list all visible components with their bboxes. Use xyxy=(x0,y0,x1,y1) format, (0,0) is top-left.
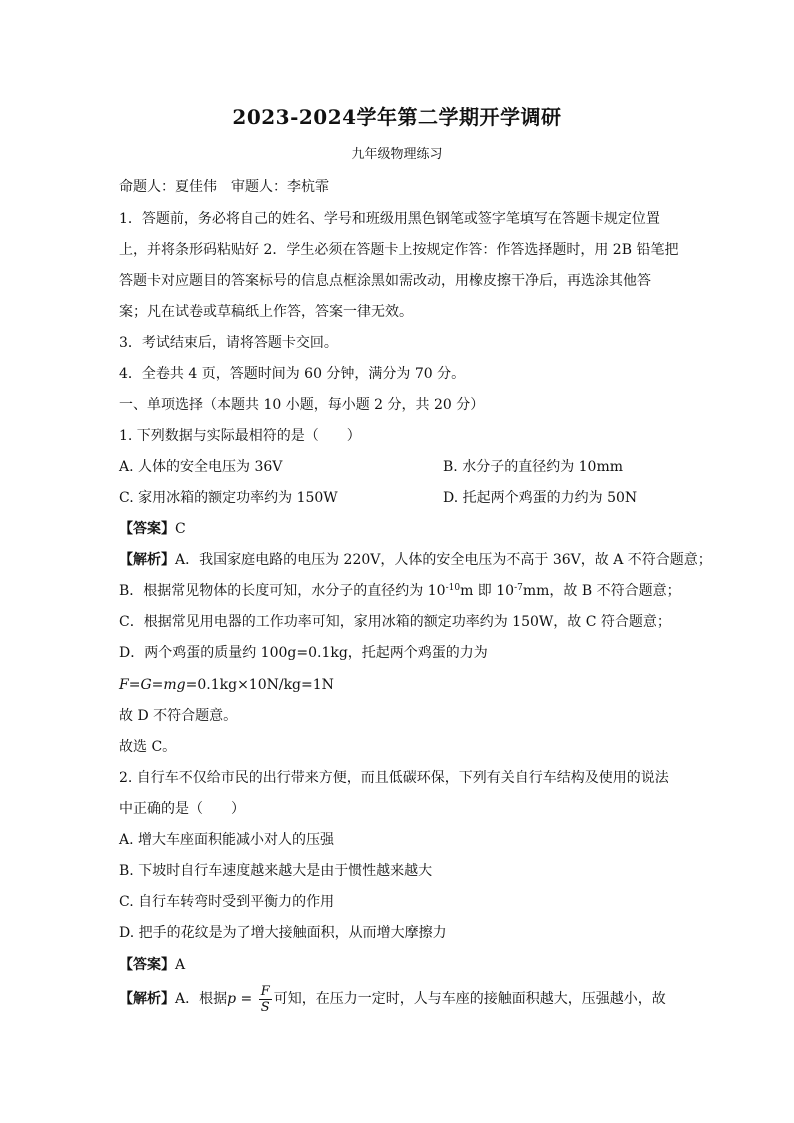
analysis-tag: 【解析】 xyxy=(119,552,175,568)
question-2-analysis-line-1 xyxy=(119,982,666,1016)
formula-rest: =0.1kg×10N/kg=1N xyxy=(185,677,334,693)
page-title: 2023-2024学年第二学期开学调研 xyxy=(232,105,562,129)
question-2-stem-line-2: 中正确的是（ ） xyxy=(119,801,245,817)
formula-var: F xyxy=(119,677,129,693)
answer-value: A xyxy=(175,957,186,973)
answer-tag: 【答案】 xyxy=(119,521,175,537)
question-1-analysis-line-2 xyxy=(119,582,681,600)
question-2-option-b: B. 下坡时自行车速度越来越大是由于惯性越来越大 xyxy=(119,863,433,879)
instruction-1-line-4: 案；凡在试卷或草稿纸上作答，答案一律无效。 xyxy=(119,304,413,320)
formula-op: = xyxy=(128,677,141,693)
question-1-option-b: B. 水分子的直径约为 10mm xyxy=(443,459,624,475)
question-1-answer xyxy=(119,520,186,538)
question-1-conclusion: 故选 C。 xyxy=(119,739,177,755)
question-2-answer xyxy=(119,956,185,974)
instruction-3: 3．考试结束后，请将答题卡交回。 xyxy=(119,335,338,351)
question-2-stem-line-1: 2. 自行车不仅给市民的出行带来方便，而且低碳环保，下列有关自行车结构及使用的说法 xyxy=(119,770,669,786)
exponent: -10 xyxy=(445,583,461,593)
question-2-option-d: D. 把手的花纹是为了增大接触面积，从而增大摩擦力 xyxy=(119,925,447,941)
exponent: -7 xyxy=(514,583,523,593)
formula-var: G xyxy=(140,677,152,693)
formula-op: = xyxy=(236,991,257,1007)
question-1-option-a: A. 人体的安全电压为 36V xyxy=(119,459,283,475)
analysis-tag: 【解析】 xyxy=(119,991,175,1007)
question-1-option-c: C. 家用冰箱的额定功率约为 150W xyxy=(119,490,338,506)
analysis-text: 可知，在压力一定时，人与车座的接触面积越大，压强越小，故 xyxy=(273,991,666,1007)
question-1-analysis-line-6: 故 D 不符合题意。 xyxy=(119,708,238,724)
question-1-formula xyxy=(119,676,334,694)
answer-value: C xyxy=(175,521,186,537)
analysis-text: A．根据 xyxy=(175,991,228,1007)
instruction-1-line-2: 上，并将条形码粘贴好 2．学生必须在答题卡上按规定作答：作答选择题时，用 2B 铅笔把 xyxy=(119,242,679,258)
authors-line: 命题人：夏佳伟 审题人：李杭霏 xyxy=(119,179,329,195)
question-1-analysis-line-1 xyxy=(119,551,712,569)
section-heading: 一、单项选择（本题共 10 小题，每小题 2 分，共 20 分） xyxy=(119,397,485,413)
page-subtitle: 九年级物理练习 xyxy=(351,147,443,162)
question-2-option-a: A. 增大车座面积能减小对人的压强 xyxy=(119,832,335,848)
answer-tag: 【答案】 xyxy=(119,957,175,973)
pressure-fraction xyxy=(259,984,272,1015)
question-1-analysis-line-3: C．根据常见用电器的工作功率可知，家用冰箱的额定功率约为 150W，故 C 符合题意； xyxy=(119,614,671,630)
analysis-text: A．我国家庭电路的电压为 220V，人体的安全电压为不高于 36V，故 A 不符合题意； xyxy=(175,552,712,568)
question-1-stem: 1. 下列数据与实际最相符的是（ ） xyxy=(119,428,361,444)
instruction-1-line-3: 答题卡对应题目的答案标号的信息点框涂黑如需改动，用橡皮擦干净后，再选涂其他答 xyxy=(119,273,651,289)
fraction-denominator: S xyxy=(260,999,270,1015)
fraction-numerator: F xyxy=(260,983,270,999)
analysis-text: m 即 10 xyxy=(460,583,515,599)
formula-var: p xyxy=(227,991,237,1007)
question-2-option-c: C. 自行车转弯时受到平衡力的作用 xyxy=(119,894,335,910)
formula-var: mg xyxy=(163,677,186,693)
analysis-text: mm，故 B 不符合题意； xyxy=(522,583,681,599)
question-1-analysis-line-4: D．两个鸡蛋的质量约 100g=0.1kg，托起两个鸡蛋的力为 xyxy=(119,645,488,661)
instruction-4: 4．全卷共 4 页，答题时间为 60 分钟，满分为 70 分。 xyxy=(119,366,466,382)
formula-op: = xyxy=(151,677,164,693)
question-1-option-d: D. 托起两个鸡蛋的力约为 50N xyxy=(443,490,638,506)
instruction-1-line-1: 1．答题前，务必将自己的姓名、学号和班级用黑色钢笔或签字笔填写在答题卡规定位置 xyxy=(119,211,660,227)
analysis-text: B．根据常见物体的长度可知，水分子的直径约为 10 xyxy=(119,583,446,599)
